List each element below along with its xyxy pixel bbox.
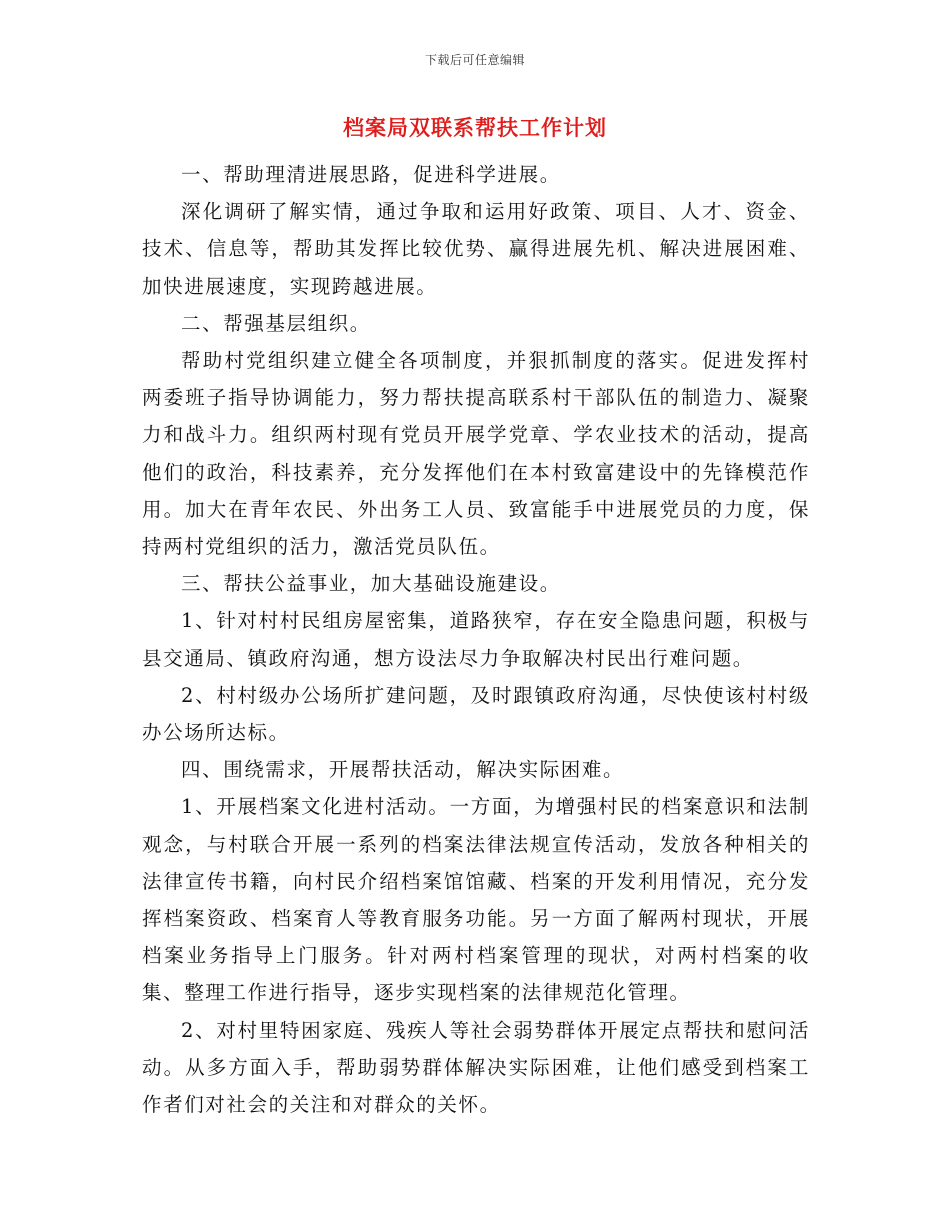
- section-heading-2: 二、帮强基层组织。: [181, 311, 371, 335]
- document-body: [142, 156, 810, 1123]
- body-paragraph: 2、对村里特困家庭、残疾人等社会弱势群体开展定点帮扶和慰问活动。从多方面入手，帮助弱势群体解决实际困难，让他们感受到档案工作者们对社会的关注和对群众的关怀。: [142, 1018, 810, 1117]
- section-heading-4: 四、围绕需求，开展帮扶活动，解决实际困难。: [181, 758, 625, 782]
- document-title: 档案局双联系帮扶工作计划: [343, 115, 607, 140]
- page-header-note: 下载后可任意编辑: [424, 53, 525, 67]
- section-heading-1: 一、帮助理清进展思路，促进科学进展。: [181, 163, 561, 186]
- body-paragraph: 1、针对村村民组房屋密集，道路狭窄，存在安全隐患问题，积极与县交通局、镇政府沟通，想方设法尽力争取解决村民出行难问题。: [142, 609, 810, 670]
- body-paragraph: 帮助村党组织建立健全各项制度，并狠抓制度的落实。促进发挥村两委班子指导协调能力，努力帮扶提高联系村干部队伍的制造力、凝聚力和战斗力。组织两村现有党员开展学党章、学农业技术的活动，提高他们的政治，科技素养，充分发挥他们在本村致富建设中的先锋模范作用。加大在青年农民、外出务工人员、致富能手中进展党员的力度，保持两村党组织的活力，激活党员队伍。: [142, 349, 810, 559]
- body-paragraph: 2、村村级办公场所扩建问题，及时跟镇政府沟通，尽快使该村村级办公场所达标。: [142, 683, 810, 745]
- body-paragraph: 深化调研了解实情，通过争取和运用好政策、项目、人才、资金、技术、信息等，帮助其发挥比较优势、赢得进展先机、解决进展困难、加快进展速度，实现跨越进展。: [142, 200, 810, 298]
- body-paragraph: 1、开展档案文化进村活动。一方面，为增强村民的档案意识和法制观念，与村联合开展一系列的档案法律法规宣传活动，发放各种相关的法律宣传书籍，向村民介绍档案馆馆藏、档案的开发利用情况，充分发挥档案资政、档案育人等教育服务功能。另一方面了解两村现状，开展档案业务指导上门服务。针对两村档案管理的现状，对两村档案的收集、整理工作进行指导，逐步实现档案的法律规范化管理。: [142, 795, 810, 1005]
- section-heading-3: 三、帮扶公益事业，加大基础设施建设。: [181, 572, 561, 596]
